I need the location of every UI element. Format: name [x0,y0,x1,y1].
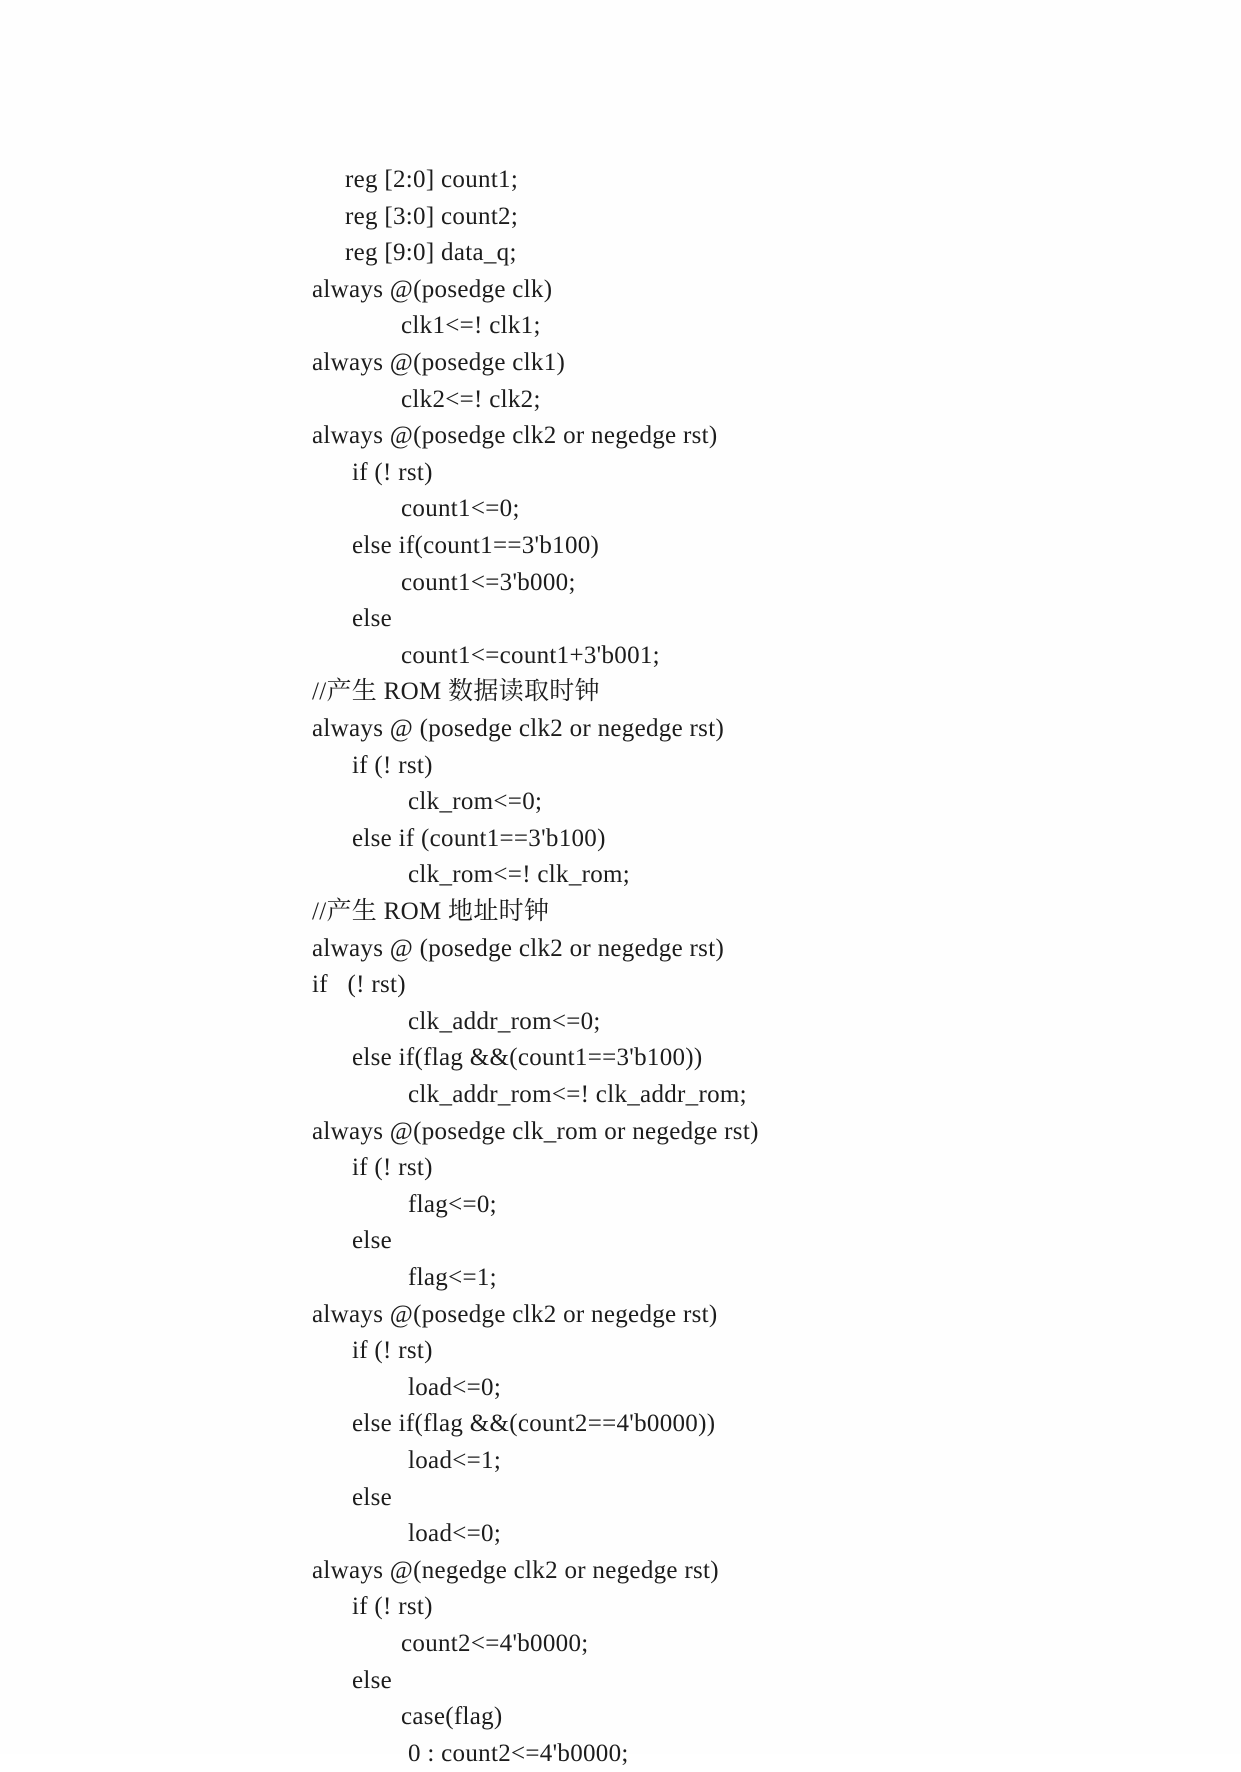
code-line: always @(posedge clk1) [312,349,566,376]
code-line: count1<=0; [401,495,520,523]
code-line: count1<=count1+3'b001; [401,641,660,669]
code-line: //产生 ROM 数据读取时钟 [312,678,600,706]
code-line: clk_addr_rom<=! clk_addr_rom; [408,1081,747,1108]
code-line: reg [9:0] data_q; [345,239,517,267]
code-line: load<=0; [408,1520,502,1548]
code-line: clk_addr_rom<=0; [408,1007,601,1035]
code-line: if (! rst) [352,458,433,486]
code-line: else [352,1483,393,1511]
code-line: clk1<=! clk1; [401,312,541,340]
code-line: always @(posedge clk2 or negedge rst) [312,1300,718,1328]
code-line: //产生 ROM 地址时钟 [312,898,550,925]
code-line: else if(count1==3'b100) [352,532,600,559]
code-line: clk2<=! clk2; [401,385,541,413]
code-line: if (! rst) [352,1337,433,1365]
code-line: if (! rst) [352,751,433,779]
code-line: flag<=1; [408,1264,497,1291]
code-line: else [352,605,393,633]
code-line: if (! rst) [352,1154,433,1182]
code-line: else if(flag &&(count1==3'b100)) [352,1044,703,1072]
code-line: else [352,1227,393,1255]
code-line: count1<=3'b000; [401,568,576,596]
code-line: else if(flag &&(count2==4'b0000)) [352,1410,716,1438]
code-line: if (! rst) [312,971,406,999]
code-line: reg [3:0] count2; [345,202,519,230]
code-line: load<=0; [408,1373,502,1401]
code-line: always @ (posedge clk2 or negedge rst) [312,715,725,742]
code-line: count2<=4'b0000; [401,1630,589,1657]
code-line: if (! rst) [352,1593,433,1621]
code-line: always @(posedge clk2 or negedge rst) [312,422,718,450]
code-line: reg [2:0] count1; [345,166,519,193]
code-line: 0 : count2<=4'b0000; [408,1739,629,1767]
code-line: always @(posedge clk) [312,275,553,303]
code-line: load<=1; [408,1447,502,1474]
code-line: always @(posedge clk_rom or negedge rst) [312,1117,759,1145]
code-line: case(flag) [401,1703,503,1731]
code-line: clk_rom<=0; [408,788,543,816]
code-line: clk_rom<=! clk_rom; [408,861,631,889]
code-line: else [352,1666,393,1694]
code-line: else if (count1==3'b100) [352,824,606,852]
code-line: always @(negedge clk2 or negedge rst) [312,1556,719,1584]
code-line: flag<=0; [408,1190,497,1218]
code-line: always @ (posedge clk2 or negedge rst) [312,934,725,962]
